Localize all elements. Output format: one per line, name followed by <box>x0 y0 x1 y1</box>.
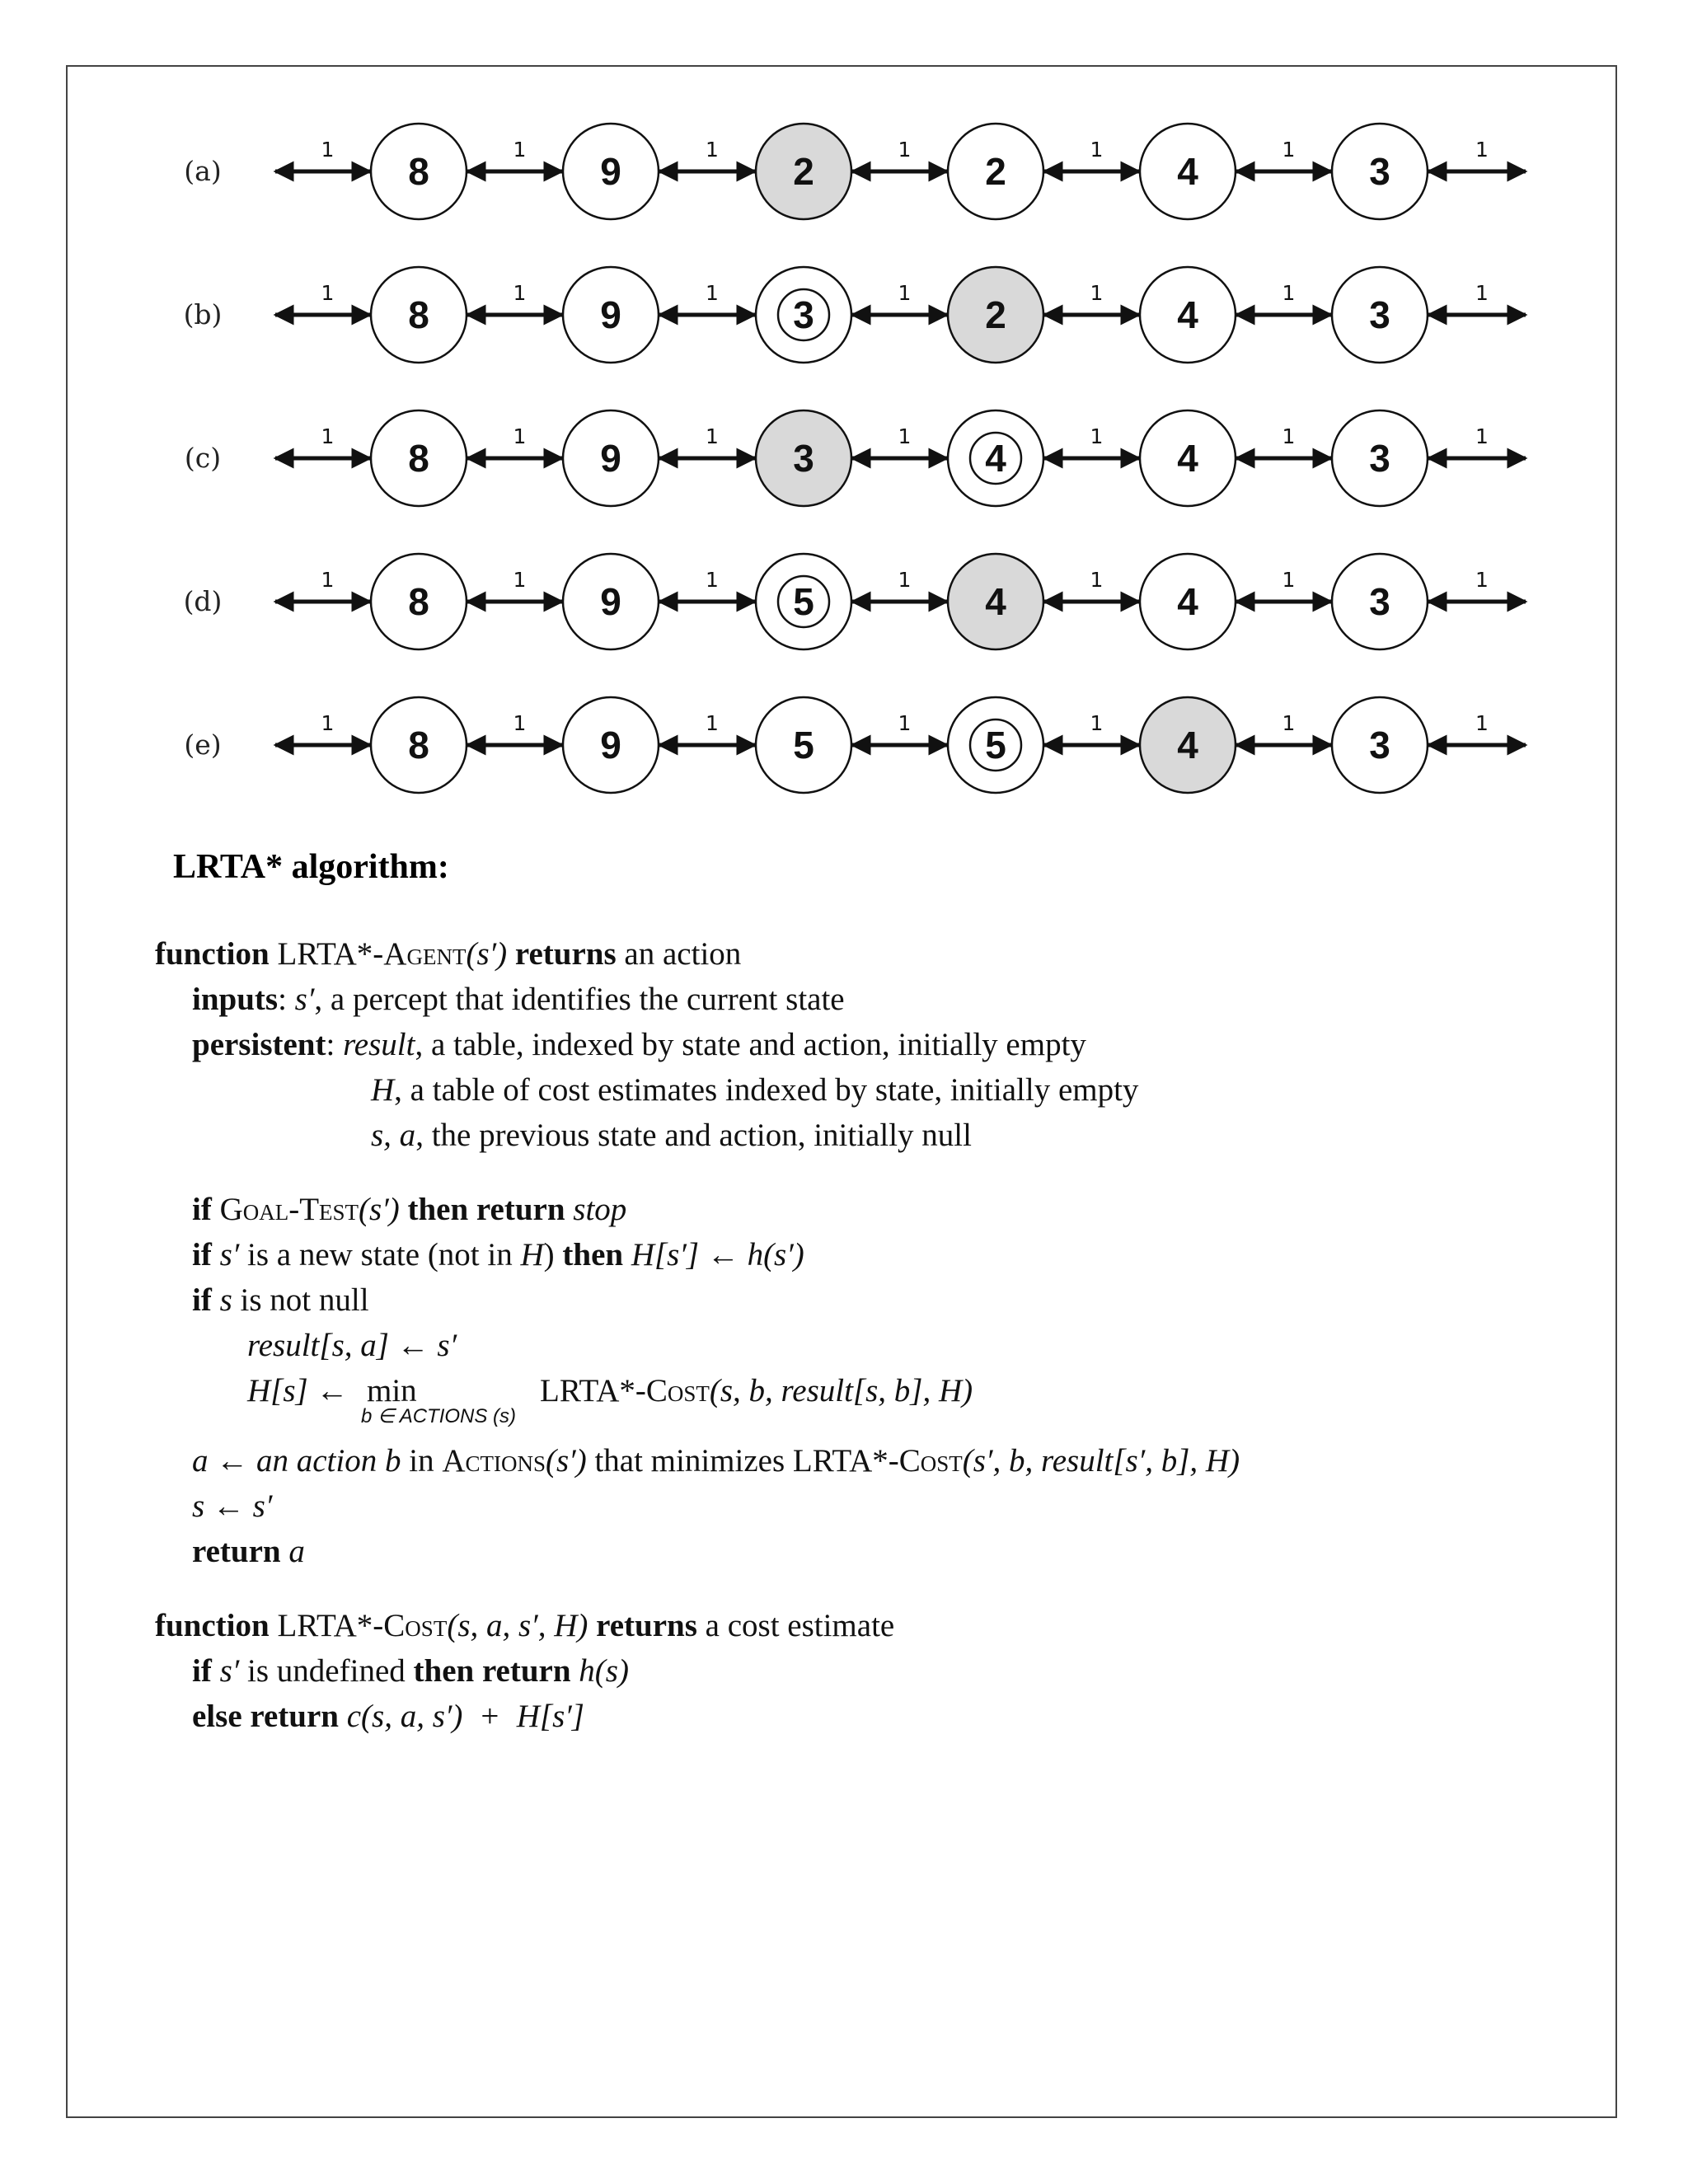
row-label: (e) <box>184 729 222 761</box>
keyword-then-return: then return <box>407 1192 565 1227</box>
row-label: (c) <box>184 442 222 474</box>
new-state-line <box>192 1239 804 1271</box>
diagram-row <box>184 267 1526 363</box>
new-state-close: ) <box>543 1237 555 1272</box>
return-variable: a <box>288 1534 305 1569</box>
not-null-line <box>192 1284 369 1316</box>
edge-cost-label: 1 <box>1282 424 1296 448</box>
h-assignment: H[s′] ← h(s′) <box>631 1237 804 1272</box>
node-value: 4 <box>1177 724 1198 766</box>
edge-cost-label: 1 <box>321 568 335 592</box>
function-params: (s′) <box>466 936 508 972</box>
goal-test-name: Goal-Test <box>219 1192 359 1227</box>
node-value: 8 <box>408 150 429 193</box>
keyword-then: then <box>562 1237 624 1272</box>
node-value: 5 <box>793 580 814 623</box>
node-value: 5 <box>985 724 1006 766</box>
node-value: 4 <box>985 580 1006 623</box>
cost-function-args: (s′, b, result[s′, b], H) <box>962 1443 1240 1479</box>
actions-name: Actions <box>442 1443 546 1479</box>
edge-cost-label: 1 <box>1475 138 1489 162</box>
edge-cost-label: 1 <box>1475 424 1489 448</box>
result-assignment: result[s, a] ← s′ <box>247 1328 457 1363</box>
inputs-variable: s′ <box>294 982 315 1017</box>
edge-cost-label: 1 <box>513 568 527 592</box>
edge-cost-label: 1 <box>1282 568 1296 592</box>
keyword-if: if <box>192 1237 212 1272</box>
agent-signature-line <box>155 938 741 970</box>
stop-value: stop <box>573 1192 627 1227</box>
keyword-function: function <box>155 936 270 972</box>
edge-cost-label: 1 <box>1475 281 1489 305</box>
edge-cost-label: 1 <box>1475 711 1489 735</box>
persistent-result-variable: result <box>343 1027 415 1062</box>
else-line <box>192 1700 584 1732</box>
edge-cost-label: 1 <box>513 138 527 162</box>
row-label: (b) <box>183 298 223 330</box>
edge-cost-label: 1 <box>1282 138 1296 162</box>
state-update-line <box>192 1490 272 1522</box>
choose-action-line <box>192 1445 1240 1477</box>
node-value: 9 <box>600 580 621 623</box>
returns-description: an action <box>624 936 742 972</box>
edge-cost-label: 1 <box>898 281 912 305</box>
node-value: 8 <box>408 724 429 766</box>
new-state-variable: s′ <box>219 1237 240 1272</box>
node-value: 4 <box>1177 437 1198 480</box>
function-name: LRTA*-Agent <box>277 936 467 972</box>
edge-cost-label: 1 <box>1090 711 1104 735</box>
node-value: 3 <box>793 437 814 480</box>
edge-cost-label: 1 <box>1090 138 1104 162</box>
edge-cost-label: 1 <box>1282 711 1296 735</box>
persistent-h-description: , a table of cost estimates indexed by state, initially empty <box>394 1072 1139 1108</box>
node-value: 8 <box>408 293 429 336</box>
goal-test-arg: (s′) <box>359 1192 400 1227</box>
cost-signature-line <box>155 1610 894 1642</box>
heuristic-value: h(s) <box>579 1653 629 1689</box>
node-value: 2 <box>985 150 1006 193</box>
min-subscript <box>361 1407 516 1427</box>
in-text: in <box>409 1443 434 1479</box>
node-value: 9 <box>600 293 621 336</box>
node-value: 4 <box>1177 150 1198 193</box>
edge-cost-label: 1 <box>1282 281 1296 305</box>
diagram-row <box>184 697 1526 793</box>
node-value: 9 <box>600 150 621 193</box>
inputs-line: inputs: s′, a percept that identifies the current state <box>192 982 845 1017</box>
node-value: 3 <box>1369 724 1390 766</box>
edge-cost-label: 1 <box>1475 568 1489 592</box>
edge-cost-label: 1 <box>321 138 335 162</box>
node-value: 3 <box>1369 580 1390 623</box>
edge-cost-label: 1 <box>706 138 719 162</box>
edge-cost-label: 1 <box>513 424 527 448</box>
diagram-row <box>184 124 1526 219</box>
inputs-description: , a percept that identifies the current state <box>314 982 845 1017</box>
edge-cost-label: 1 <box>898 424 912 448</box>
persistent-result-description: , a table, indexed by state and action, initially empty <box>415 1027 1086 1062</box>
function-params: (s, a, s′, H) <box>447 1608 588 1643</box>
function-name: LRTA*-Cost <box>277 1608 448 1643</box>
keyword-if: if <box>192 1192 212 1227</box>
keyword-persistent: persistent <box>192 1027 326 1062</box>
node-value: 8 <box>408 437 429 480</box>
edge-cost-label: 1 <box>706 281 719 305</box>
edge-cost-label: 1 <box>898 138 912 162</box>
edge-cost-label: 1 <box>706 711 719 735</box>
not-null-text: is not null <box>240 1282 369 1318</box>
result-assign-line <box>247 1329 457 1361</box>
edge-cost-label: 1 <box>513 281 527 305</box>
node-value: 4 <box>1177 293 1198 336</box>
new-state-h: H <box>520 1237 544 1272</box>
edge-cost-label: 1 <box>321 424 335 448</box>
edge-cost-label: 1 <box>321 281 335 305</box>
diagram-row <box>185 410 1526 506</box>
keyword-return: return <box>192 1534 281 1569</box>
keyword-returns: returns <box>596 1608 697 1643</box>
undefined-line <box>192 1655 629 1687</box>
keyword-function: function <box>155 1608 270 1643</box>
node-value: 4 <box>1177 580 1198 623</box>
cost-function-call: LRTA*-Cost <box>540 1373 710 1408</box>
cost-expression: c(s, a, s′) + H[s′] <box>346 1699 584 1734</box>
lrta-state-diagram <box>0 0 1688 832</box>
keyword-returns: returns <box>514 936 617 972</box>
persistent-line-2 <box>371 1074 1138 1106</box>
edge-cost-label: 1 <box>898 711 912 735</box>
keyword-else-return: else return <box>192 1699 339 1734</box>
action-b: b <box>384 1443 401 1479</box>
node-value: 9 <box>600 437 621 480</box>
edge-cost-label: 1 <box>706 568 719 592</box>
diagram-row <box>184 554 1526 649</box>
actions-arg: (s′) <box>546 1443 587 1479</box>
edge-cost-label: 1 <box>513 711 527 735</box>
cost-function-call: LRTA*-Cost <box>792 1443 963 1479</box>
node-value: 2 <box>793 150 814 193</box>
edge-cost-label: 1 <box>1090 424 1104 448</box>
min-subscript-text: b ∈ ACTIONS (s) <box>361 1405 517 1427</box>
action-assignment: a ← an action <box>192 1443 377 1479</box>
keyword-if: if <box>192 1653 212 1689</box>
undefined-text: is undefined <box>247 1653 406 1689</box>
edge-cost-label: 1 <box>706 424 719 448</box>
node-value: 9 <box>600 724 621 766</box>
node-value: 2 <box>985 293 1006 336</box>
h-update-line <box>247 1375 348 1407</box>
s-prime-variable: s′ <box>219 1653 240 1689</box>
returns-description: a cost estimate <box>705 1608 895 1643</box>
persistent-line-3 <box>371 1119 972 1151</box>
cost-function-args: (s, b, result[s, b], H) <box>709 1373 973 1408</box>
keyword-inputs: inputs <box>192 982 279 1017</box>
persistent-sa-description: , the previous state and action, initially null <box>415 1118 972 1153</box>
edge-cost-label: 1 <box>321 711 335 735</box>
s-variable: s <box>219 1282 232 1318</box>
node-value: 3 <box>1369 293 1390 336</box>
row-label: (d) <box>183 585 223 617</box>
keyword-if: if <box>192 1282 212 1318</box>
persistent-line-1: persistent: result, a table, indexed by state and action, initially empty <box>192 1027 1086 1062</box>
keyword-then-return: then return <box>413 1653 571 1689</box>
node-value: 5 <box>793 724 814 766</box>
node-value: 3 <box>1369 437 1390 480</box>
state-assignment: s ← s′ <box>192 1488 273 1524</box>
row-label: (a) <box>184 155 222 187</box>
node-value: 3 <box>1369 150 1390 193</box>
edge-cost-label: 1 <box>898 568 912 592</box>
minimizes-text: that minimizes <box>594 1443 785 1479</box>
min-operator <box>367 1375 417 1407</box>
edge-cost-label: 1 <box>1090 281 1104 305</box>
new-state-text: is a new state (not in <box>247 1237 513 1272</box>
h-update-lhs: H[s] ← <box>247 1373 349 1408</box>
node-value: 4 <box>985 437 1006 480</box>
algorithm-heading: LRTA* algorithm: <box>173 848 449 886</box>
persistent-h-variable: H <box>371 1072 395 1108</box>
node-value: 3 <box>793 293 814 336</box>
persistent-sa-variable: s, a <box>371 1118 416 1153</box>
h-update-rhs <box>540 1375 973 1407</box>
return-line <box>192 1535 305 1568</box>
edge-cost-label: 1 <box>1090 568 1104 592</box>
min-label: min <box>367 1373 417 1408</box>
goal-test-line <box>192 1193 626 1226</box>
node-value: 8 <box>408 580 429 623</box>
